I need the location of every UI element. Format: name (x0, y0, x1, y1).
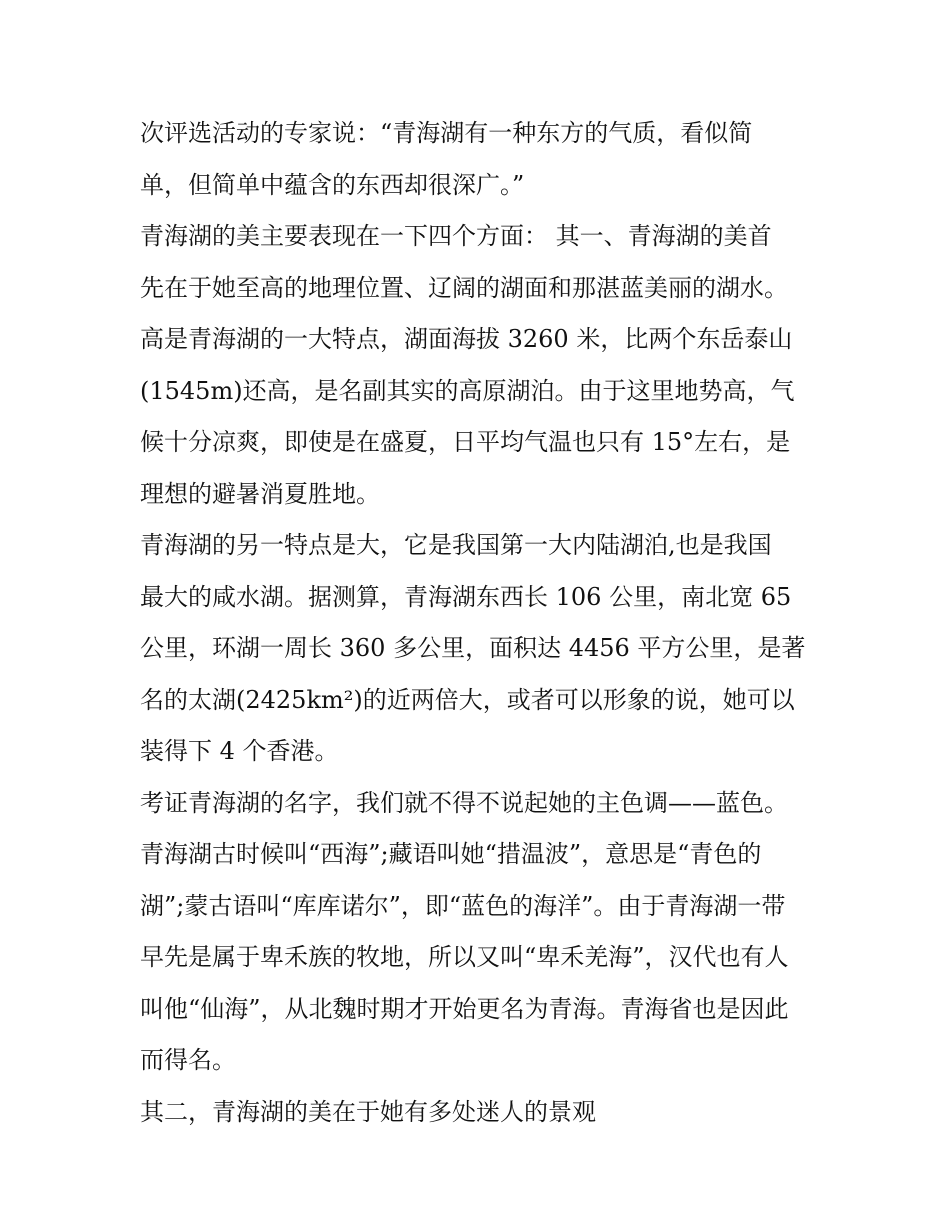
text-line: 而得名。 (140, 1046, 236, 1074)
text-line: 考证青海湖的名字，我们就不得不说起她的主色调——蓝色。 (140, 788, 788, 817)
text-line: 其二，青海湖的美在于她有多处迷人的景观 (140, 1097, 596, 1126)
text-line: 先在于她至高的地理位置、辽阔的湖面和那湛蓝美丽的湖水。 (140, 273, 788, 302)
text-line: 单，但简单中蕴含的东西却很深广。” (140, 170, 525, 199)
text-line: 湖”;蒙古语叫“库库诺尔”，即“蓝色的海洋”。由于青海湖一带 (140, 891, 786, 920)
text-line: 候十分凉爽，即使是在盛夏，日平均气温也只有 15°左右，是 (140, 428, 791, 456)
text-line: 青海湖的美主要表现在一下四个方面： 其一、青海湖的美首 (140, 222, 772, 250)
text-line: 叫他“仙海”，从北魏时期才开始更名为青海。青海省也是因此 (140, 994, 789, 1023)
text-line: 早先是属于卑禾族的牧地，所以又叫“卑禾羌海”，汉代也有人 (140, 943, 789, 971)
text-line: 次评选活动的专家说：“青海湖有一种东方的气质，看似简 (140, 119, 753, 147)
text-line: 公里，环湖一周长 360 多公里，面积达 4456 平方公里，是著 (140, 634, 806, 662)
text-line: (1545m)还高，是名副其实的高原湖泊。由于这里地势高，气 (140, 376, 795, 405)
text-line: 最大的咸水湖。据测算，青海湖东西长 106 公里，南北宽 65 (140, 582, 792, 611)
text-line: 理想的避暑消夏胜地。 (140, 479, 380, 508)
text-line: 青海湖古时候叫“西海”;藏语叫她“措温波”，意思是“青色的 (140, 840, 762, 868)
body-text (140, 108, 812, 1138)
text-line: 高是青海湖的一大特点，湖面海拔 3260 米，比两个东岳泰山 (140, 325, 793, 353)
text-line: 装得下 4 个香港。 (140, 737, 339, 765)
text-line: 青海湖的另一特点是大，它是我国第一大内陆湖泊,也是我国 (140, 531, 772, 559)
text-line: 名的太湖(2425km²)的近两倍大，或者可以形象的说，她可以 (140, 685, 795, 714)
